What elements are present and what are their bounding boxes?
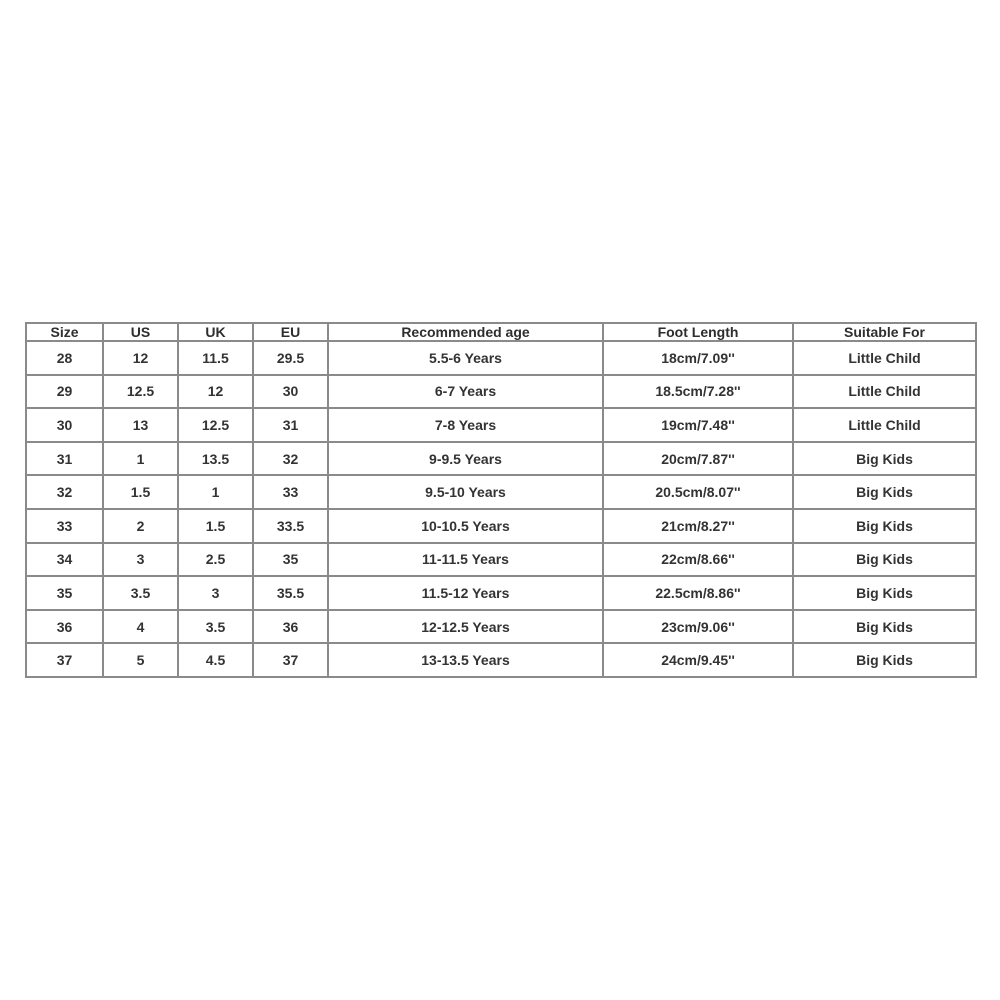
cell-size: 30 [26, 408, 103, 442]
cell-size: 34 [26, 543, 103, 577]
table-row [26, 442, 976, 476]
header-row [26, 323, 976, 341]
size-chart-table [25, 322, 977, 678]
cell-size: 29 [26, 375, 103, 409]
table-row [26, 475, 976, 509]
cell-recommended-age: 7-8 Years [328, 408, 603, 442]
cell-size: 37 [26, 643, 103, 677]
cell-uk: 1 [178, 475, 253, 509]
cell-uk: 11.5 [178, 341, 253, 375]
table-row [26, 610, 976, 644]
cell-suitable-for: Big Kids [793, 475, 976, 509]
table-row [26, 341, 976, 375]
cell-foot-length: 23cm/9.06'' [603, 610, 793, 644]
cell-suitable-for: Little Child [793, 341, 976, 375]
table-row [26, 408, 976, 442]
header-suitable-for: Suitable For [793, 323, 976, 341]
cell-eu: 33 [253, 475, 328, 509]
cell-us: 1.5 [103, 475, 178, 509]
cell-foot-length: 21cm/8.27'' [603, 509, 793, 543]
cell-uk: 13.5 [178, 442, 253, 476]
table-row [26, 375, 976, 409]
cell-uk: 12.5 [178, 408, 253, 442]
cell-eu: 36 [253, 610, 328, 644]
cell-suitable-for: Little Child [793, 408, 976, 442]
table-row [26, 543, 976, 577]
cell-us: 12 [103, 341, 178, 375]
cell-suitable-for: Big Kids [793, 576, 976, 610]
cell-recommended-age: 12-12.5 Years [328, 610, 603, 644]
cell-size: 33 [26, 509, 103, 543]
cell-foot-length: 20.5cm/8.07'' [603, 475, 793, 509]
table-header [26, 323, 976, 341]
table-row [26, 643, 976, 677]
cell-uk: 3 [178, 576, 253, 610]
cell-recommended-age: 9-9.5 Years [328, 442, 603, 476]
cell-eu: 32 [253, 442, 328, 476]
header-recommended-age: Recommended age [328, 323, 603, 341]
cell-recommended-age: 5.5-6 Years [328, 341, 603, 375]
cell-foot-length: 24cm/9.45'' [603, 643, 793, 677]
cell-foot-length: 18.5cm/7.28'' [603, 375, 793, 409]
cell-size: 31 [26, 442, 103, 476]
header-uk: UK [178, 323, 253, 341]
cell-foot-length: 22cm/8.66'' [603, 543, 793, 577]
cell-size: 28 [26, 341, 103, 375]
cell-uk: 3.5 [178, 610, 253, 644]
header-size: Size [26, 323, 103, 341]
cell-uk: 12 [178, 375, 253, 409]
cell-us: 12.5 [103, 375, 178, 409]
cell-size: 32 [26, 475, 103, 509]
cell-suitable-for: Big Kids [793, 610, 976, 644]
cell-eu: 31 [253, 408, 328, 442]
cell-foot-length: 19cm/7.48'' [603, 408, 793, 442]
cell-foot-length: 18cm/7.09'' [603, 341, 793, 375]
cell-suitable-for: Big Kids [793, 509, 976, 543]
cell-foot-length: 20cm/7.87'' [603, 442, 793, 476]
cell-uk: 1.5 [178, 509, 253, 543]
cell-us: 5 [103, 643, 178, 677]
header-eu: EU [253, 323, 328, 341]
cell-recommended-age: 10-10.5 Years [328, 509, 603, 543]
cell-eu: 35 [253, 543, 328, 577]
cell-recommended-age: 13-13.5 Years [328, 643, 603, 677]
cell-eu: 37 [253, 643, 328, 677]
cell-suitable-for: Big Kids [793, 643, 976, 677]
cell-uk: 4.5 [178, 643, 253, 677]
cell-uk: 2.5 [178, 543, 253, 577]
cell-us: 4 [103, 610, 178, 644]
cell-recommended-age: 9.5-10 Years [328, 475, 603, 509]
table-row [26, 576, 976, 610]
cell-foot-length: 22.5cm/8.86'' [603, 576, 793, 610]
header-foot-length: Foot Length [603, 323, 793, 341]
table-body [26, 341, 976, 677]
cell-recommended-age: 6-7 Years [328, 375, 603, 409]
header-us: US [103, 323, 178, 341]
cell-suitable-for: Big Kids [793, 442, 976, 476]
cell-us: 13 [103, 408, 178, 442]
cell-recommended-age: 11.5-12 Years [328, 576, 603, 610]
cell-us: 1 [103, 442, 178, 476]
cell-size: 36 [26, 610, 103, 644]
cell-us: 2 [103, 509, 178, 543]
cell-suitable-for: Little Child [793, 375, 976, 409]
cell-eu: 33.5 [253, 509, 328, 543]
cell-eu: 30 [253, 375, 328, 409]
cell-suitable-for: Big Kids [793, 543, 976, 577]
table-row [26, 509, 976, 543]
cell-size: 35 [26, 576, 103, 610]
cell-recommended-age: 11-11.5 Years [328, 543, 603, 577]
cell-us: 3 [103, 543, 178, 577]
cell-eu: 35.5 [253, 576, 328, 610]
cell-eu: 29.5 [253, 341, 328, 375]
cell-us: 3.5 [103, 576, 178, 610]
